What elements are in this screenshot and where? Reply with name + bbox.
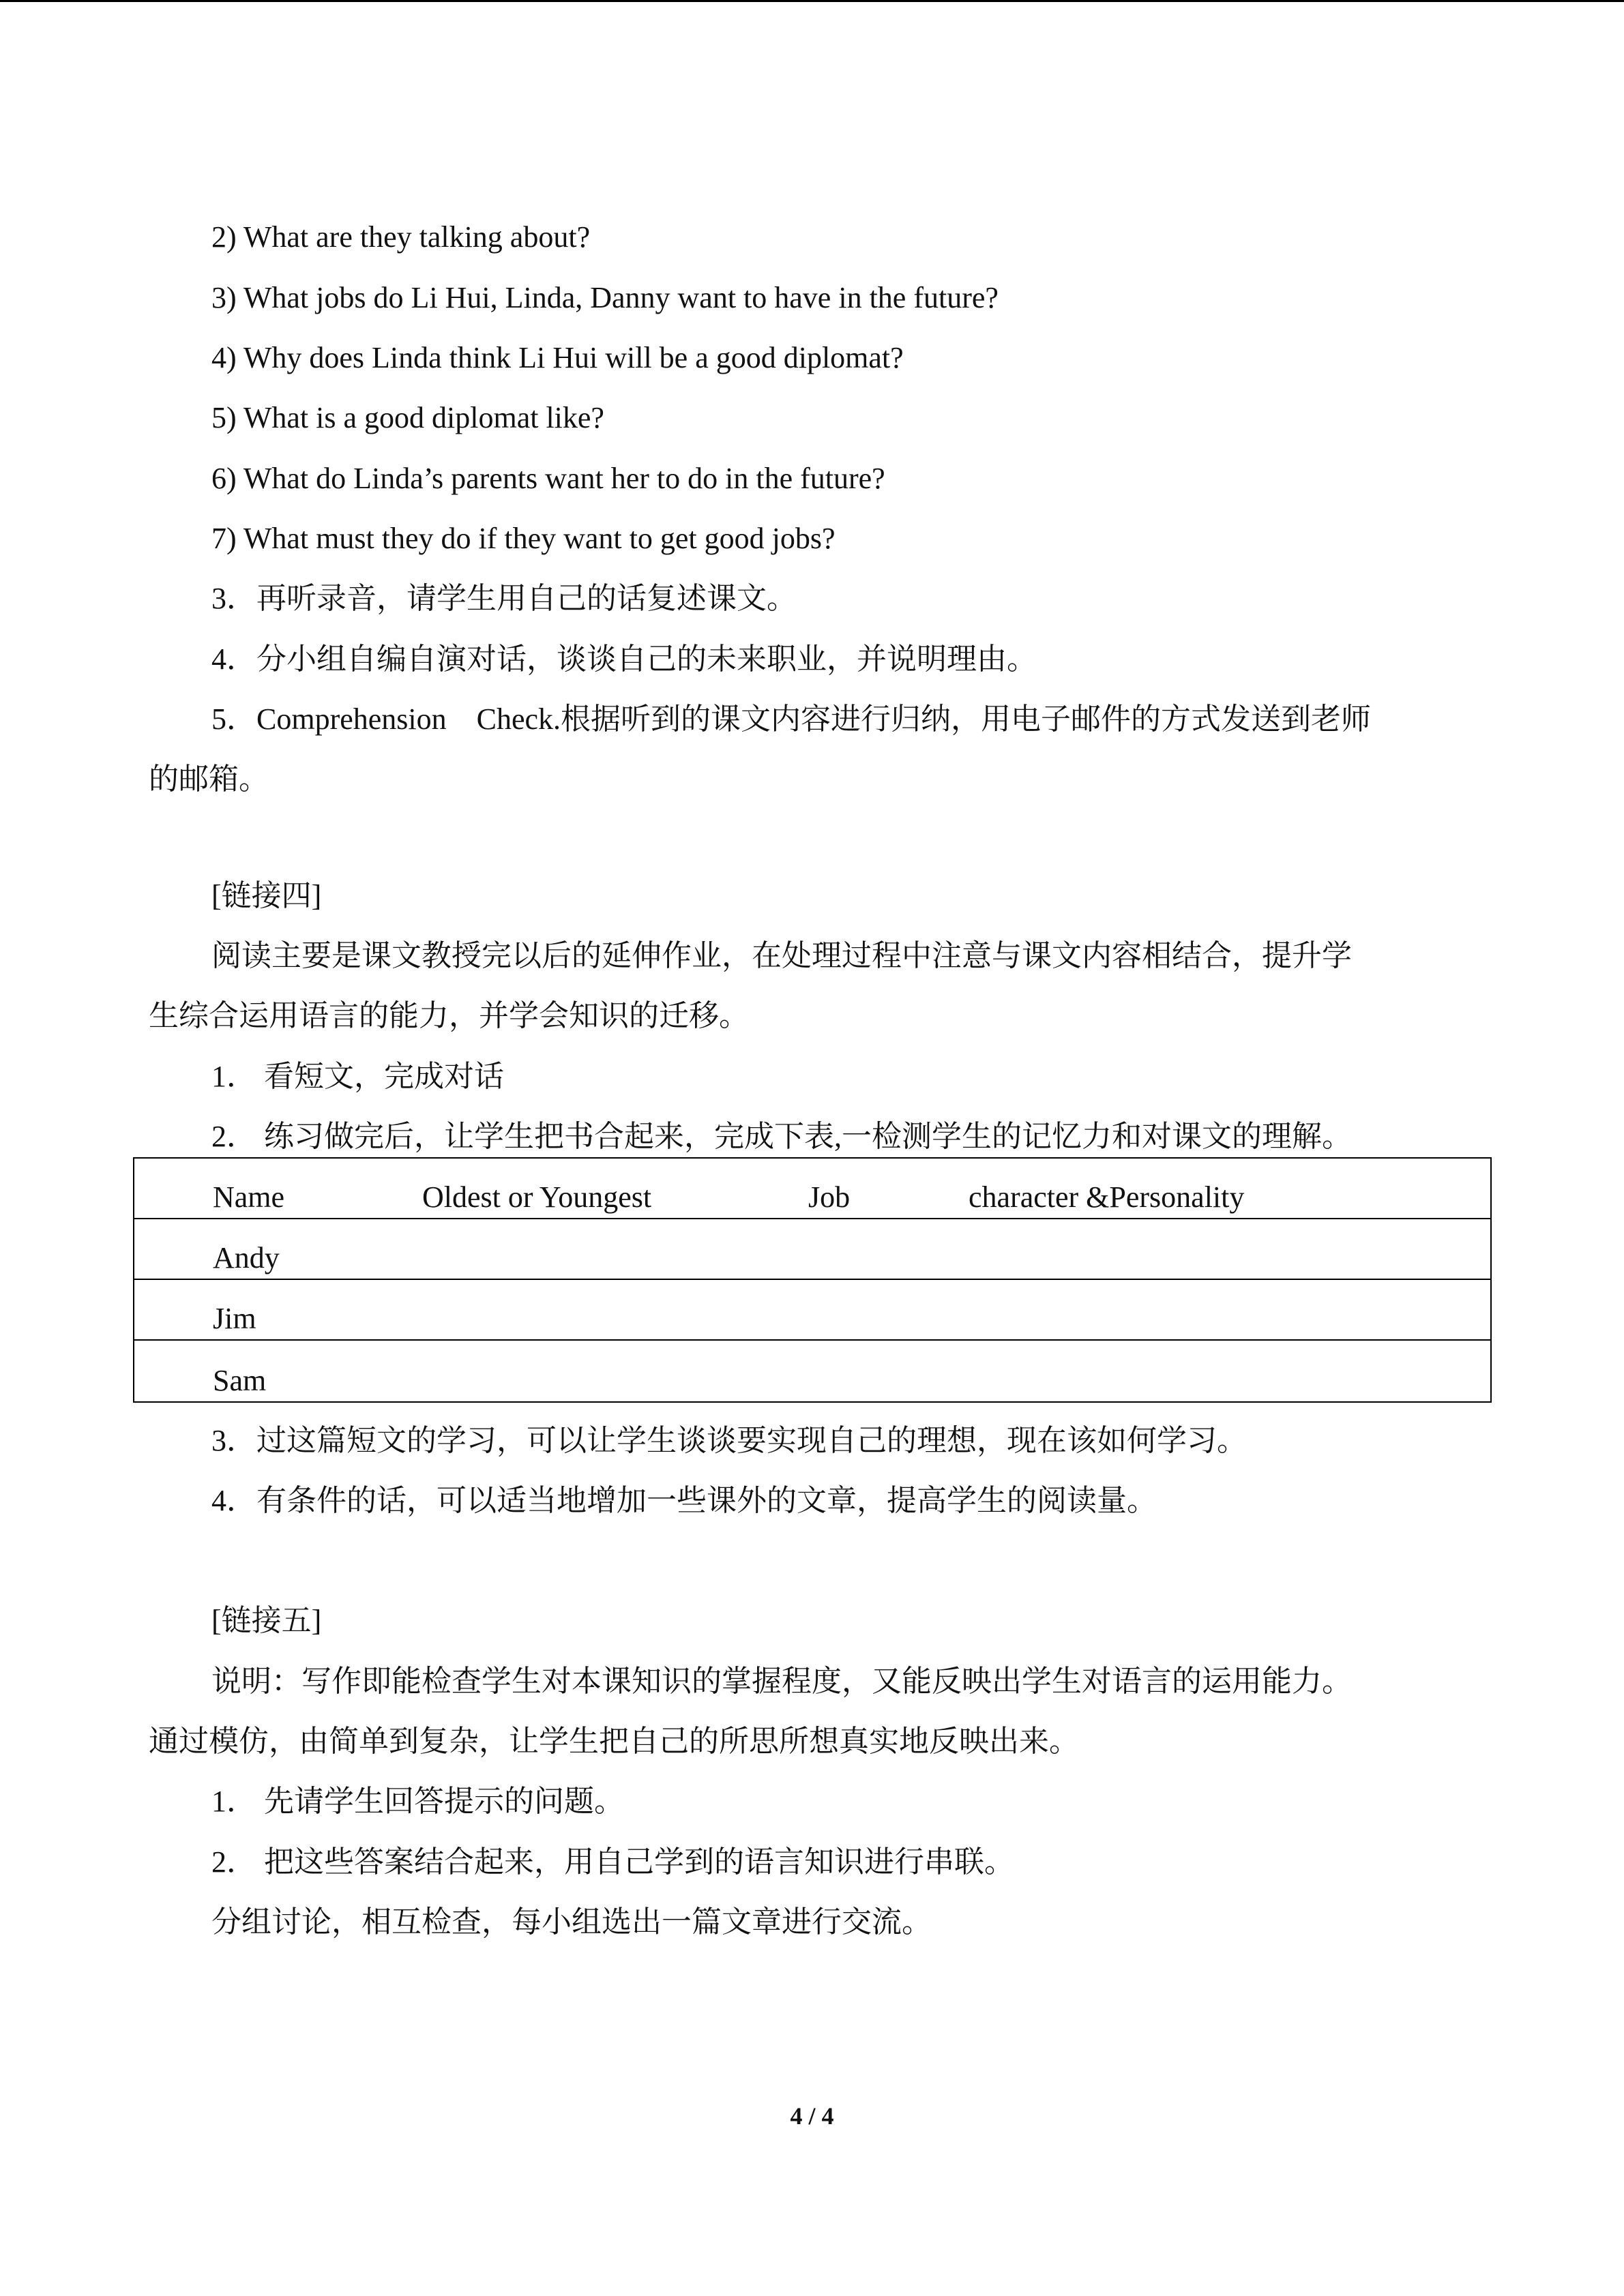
question-2: 2) What are they talking about? (211, 220, 591, 254)
link4-heading: [链接四] (211, 879, 322, 912)
listening-step-5-continued: 的邮箱。 (149, 762, 269, 796)
table-cell-name: Jim (213, 1302, 256, 1335)
link4-step-4: 4．有条件的话，可以适当地增加一些课外的文章，提高学生的阅读量。 (211, 1484, 1157, 1517)
link4-step-3: 3．过这篇短文的学习，可以让学生谈谈要实现自己的理想，现在该如何学习。 (211, 1424, 1247, 1457)
table-cell-name: Andy (213, 1241, 280, 1274)
table-header-character: character &Personality (969, 1180, 1245, 1214)
table-header-job: Job (808, 1180, 851, 1214)
link5-intro: 说明：写作即能检查学生对本课知识的掌握程度，又能反映出学生对语言的运用能力。 (211, 1665, 1352, 1698)
link4-step-2: 2． 练习做完后，让学生把书合起来，完成下表,一检测学生的记忆力和对课文的理解。 (211, 1120, 1352, 1153)
link5-step-1: 1． 先请学生回答提示的问题。 (211, 1785, 624, 1818)
table-header-name: Name (213, 1180, 285, 1214)
table-row (134, 1219, 1490, 1280)
link5-intro-continued: 通过模仿，由简单到复杂，让学生把自己的所思所想真实地反映出来。 (149, 1725, 1079, 1758)
table-row (134, 1341, 1490, 1401)
question-4: 4) Why does Linda think Li Hui will be a good diplomat? (211, 341, 904, 374)
listening-step-5: 5．Comprehension Check.根据听到的课文内容进行归纳，用电子邮件的方式发送到老师 (211, 702, 1372, 736)
link4-intro-continued: 生综合运用语言的能力，并学会知识的迁移。 (149, 999, 749, 1032)
link5-step-2: 2． 把这些答案结合起来，用自己学到的语言知识进行串联。 (211, 1845, 1014, 1879)
link4-intro: 阅读主要是课文教授完以后的延伸作业，在处理过程中注意与课文内容相结合，提升学 (211, 939, 1352, 972)
page-number: 4 / 4 (790, 2102, 834, 2130)
table-row (134, 1280, 1490, 1341)
link5-closing: 分组讨论，相互检查，每小组选出一篇文章进行交流。 (211, 1905, 932, 1939)
question-3: 3) What jobs do Li Hui, Linda, Danny want to have in the future? (211, 281, 999, 314)
table-header-oldest-youngest: Oldest or Youngest (422, 1180, 652, 1214)
question-7: 7) What must they do if they want to get good jobs? (211, 522, 836, 555)
question-6: 6) What do Linda’s parents want her to do in the future? (211, 462, 885, 495)
question-5: 5) What is a good diplomat like? (211, 401, 604, 434)
table-header-row (134, 1159, 1490, 1219)
link5-heading: [链接五] (211, 1604, 322, 1637)
character-table (133, 1157, 1492, 1403)
link4-step-1: 1． 看短文，完成对话 (211, 1060, 504, 1093)
table-cell-name: Sam (213, 1364, 267, 1397)
listening-step-3: 3．再听录音，请学生用自己的话复述课文。 (211, 582, 797, 615)
listening-step-4: 4．分小组自编自演对话，谈谈自己的未来职业，并说明理由。 (211, 642, 1037, 676)
